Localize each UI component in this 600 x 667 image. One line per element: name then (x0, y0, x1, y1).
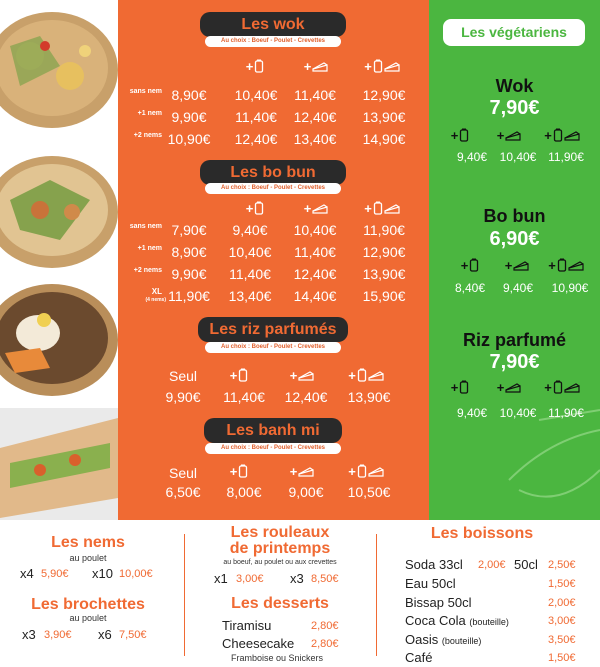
price: 14,40€ (293, 288, 337, 304)
riz-choice: Au choix : Boeuf - Poulet - Crevettes (205, 342, 341, 353)
cake-icon (505, 129, 521, 141)
row-label: XL (151, 287, 162, 296)
wok-option-icons (118, 56, 429, 76)
cake-icon (312, 202, 328, 214)
rouleaux-title (190, 525, 370, 557)
wok-row-2-nems (118, 128, 429, 150)
cake-icon (298, 465, 314, 477)
divider (376, 534, 377, 656)
food-photo-column (0, 0, 118, 520)
plus-drink-option: + (217, 461, 261, 481)
drink-price: 2,00€ (548, 597, 576, 609)
price: 8,90€ (171, 87, 207, 103)
wok-row-1-nem (118, 106, 429, 128)
drink-icon (553, 380, 563, 394)
plus-drink-option: + (445, 126, 475, 144)
veg-option-price: 8,40€ (454, 281, 486, 295)
nems-qty-1: x4 (20, 566, 34, 581)
drink-icon (373, 59, 383, 73)
drink-icon (469, 258, 479, 272)
price: 14,90€ (362, 131, 406, 147)
veg-option-price: 9,40€ (456, 406, 488, 420)
price: 10,40€ (293, 222, 337, 238)
drink-size: 50cl (514, 557, 538, 572)
veg-option-icons (429, 126, 600, 144)
plus-drink-option: + (455, 256, 485, 274)
plus-dessert-option: + (489, 378, 529, 396)
price: 11,40€ (223, 389, 265, 405)
row-label: +1 nem (137, 245, 162, 252)
price: 10,50€ (347, 484, 391, 500)
veg-item-price: 6,90€ (489, 228, 540, 250)
wok-photo (0, 6, 118, 128)
plus-dessert-option: + (497, 256, 537, 274)
cake-icon (564, 381, 580, 393)
drink-icon (254, 59, 264, 73)
price: 13,90€ (362, 266, 406, 282)
plus-drink-option: + (233, 56, 277, 76)
plus-drink-dessert-option: + (336, 365, 396, 385)
riz-banner: Les riz parfumés (198, 317, 348, 342)
veg-item-name: Riz parfumé (462, 330, 567, 350)
drink-name (405, 613, 509, 628)
plus-dessert-option: + (280, 461, 324, 481)
dessert-price: 2,80€ (311, 620, 339, 632)
drink-name (405, 595, 471, 610)
boissons-title: Les boissons (430, 525, 534, 542)
drink-price: 3,00€ (548, 615, 576, 627)
nems-price-1: 5,90€ (41, 568, 69, 580)
sides-and-drinks-section (0, 520, 600, 667)
price: 12,90€ (362, 244, 406, 260)
banh-mi-price-row (118, 481, 429, 503)
plus-dessert-option: + (489, 126, 529, 144)
row-label: sans nem (129, 223, 162, 230)
rouleaux-subtitle: au boeuf, au poulet ou aux crevettes (223, 559, 337, 566)
veg-item-price: 7,90€ (489, 97, 540, 119)
drink-extra: (bouteille) (469, 617, 509, 627)
plus-drink-option: + (445, 378, 475, 396)
row-label: sans nem (129, 88, 162, 95)
riz-price-row (118, 386, 429, 408)
drink-icon (373, 201, 383, 215)
brochettes-qty-1: x3 (22, 627, 36, 642)
price: 9,90€ (171, 109, 207, 125)
drink-price: 3,50€ (548, 634, 576, 646)
price: 10,40€ (228, 244, 272, 260)
price: 10,90€ (167, 131, 211, 147)
price: 11,40€ (294, 244, 336, 260)
plus-drink-option: + (233, 198, 277, 218)
riz-seul-label: Seul (168, 368, 198, 384)
row-label: +2 nems (133, 132, 162, 139)
plus-dessert-option: + (294, 198, 338, 218)
banh-mi-photo (0, 408, 118, 530)
drink-icon (238, 464, 248, 478)
banh-mi-seul-label: Seul (168, 465, 198, 481)
price: 12,90€ (362, 87, 406, 103)
plus-drink-option: + (217, 365, 261, 385)
cake-icon (368, 465, 384, 477)
cake-icon (384, 60, 400, 72)
nems-price-2: 10,00€ (119, 568, 153, 580)
vegetarian-tag: Les végétariens (443, 19, 585, 46)
price: 13,40€ (228, 288, 272, 304)
brochettes-title: Les brochettes (31, 596, 145, 613)
drink-price: 2,00€ (478, 559, 506, 571)
drink-name (405, 632, 481, 647)
veg-option-price: 11,90€ (548, 406, 584, 420)
price: 6,50€ (165, 484, 201, 500)
drink-label: Coca Cola (405, 613, 466, 628)
nems-title: Les nems (51, 534, 125, 551)
drink-icon (357, 368, 367, 382)
bo-bun-row-1-nem (118, 241, 429, 263)
price: 13,90€ (347, 389, 391, 405)
desserts-title: Les desserts (231, 595, 329, 612)
row-sublabel: (4 nems) (145, 297, 166, 303)
price: 11,90€ (168, 288, 210, 304)
price: 8,90€ (171, 244, 207, 260)
price: 11,90€ (363, 222, 405, 238)
plus-drink-dessert-option: + (537, 378, 587, 396)
bo-bun-choice: Au choix : Boeuf - Poulet - Crevettes (205, 183, 341, 194)
nems-subtitle: au poulet (69, 553, 107, 563)
drink-label: Café (405, 650, 433, 665)
plus-drink-dessert-option: + (336, 461, 396, 481)
drink-price: 2,50€ (548, 559, 576, 571)
veg-option-price: 9,40€ (502, 281, 534, 295)
riz-photo (0, 278, 118, 400)
price: 13,90€ (362, 109, 406, 125)
bo-bun-row-sans-nem (118, 219, 429, 241)
price: 8,00€ (226, 484, 262, 500)
cake-icon (312, 60, 328, 72)
drink-icon (254, 201, 264, 215)
veg-option-price: 10,40€ (499, 150, 537, 164)
plus-drink-dessert-option: + (541, 256, 591, 274)
bo-bun-row-xl (118, 285, 429, 307)
vegetarian-panel (429, 0, 600, 520)
wok-row-sans-nem (118, 84, 429, 106)
cake-icon (564, 129, 580, 141)
cake-icon (298, 369, 314, 381)
price: 15,90€ (362, 288, 406, 304)
price: 9,00€ (288, 484, 324, 500)
price: 13,40€ (293, 131, 337, 147)
price: 9,90€ (165, 389, 201, 405)
veg-option-price: 10,40€ (499, 406, 537, 420)
drink-icon (459, 128, 469, 142)
veg-item-price: 7,90€ (489, 351, 540, 373)
bo-bun-banner: Les bo bun (200, 160, 346, 185)
drink-price: 1,50€ (548, 652, 576, 664)
nems-qty-2: x10 (92, 566, 113, 581)
price: 12,40€ (293, 109, 337, 125)
cake-icon (384, 202, 400, 214)
brochettes-qty-2: x6 (98, 627, 112, 642)
divider (184, 534, 185, 656)
price: 10,40€ (234, 87, 278, 103)
veg-option-price: 9,40€ (456, 150, 488, 164)
drink-icon (238, 368, 248, 382)
drink-label: Oasis (405, 632, 439, 647)
drink-icon (357, 464, 367, 478)
bo-bun-row-2-nems (118, 263, 429, 285)
dessert-note: Framboise ou Snickers (230, 653, 324, 663)
drink-icon (557, 258, 567, 272)
veg-item-name: Bo bun (483, 206, 546, 226)
brochettes-price-1: 3,90€ (44, 629, 72, 641)
drink-icon (459, 380, 469, 394)
brochettes-subtitle: au poulet (69, 613, 107, 623)
brochettes-price-2: 7,50€ (119, 629, 147, 641)
price: 9,40€ (232, 222, 268, 238)
veg-option-price: 10,90€ (551, 281, 589, 295)
cake-icon (505, 381, 521, 393)
dessert-price: 2,80€ (311, 638, 339, 650)
price: 12,40€ (293, 266, 337, 282)
cake-icon (568, 259, 584, 271)
price: 9,90€ (171, 266, 207, 282)
bo-bun-photo (0, 150, 118, 272)
rouleaux-qty-1: x1 (214, 571, 228, 586)
banh-mi-banner: Les banh mi (204, 418, 342, 443)
price: 11,40€ (229, 266, 271, 282)
drink-name (405, 576, 456, 591)
veg-option-icons (429, 256, 600, 274)
dessert-name: Cheesecake (222, 636, 295, 651)
bo-bun-option-icons (118, 198, 429, 218)
price: 12,40€ (234, 131, 278, 147)
drink-icon (553, 128, 563, 142)
rouleaux-price-1: 3,00€ (236, 573, 264, 585)
rouleaux-price-2: 8,50€ (311, 573, 339, 585)
drink-name: Soda 33cl (405, 557, 463, 572)
rouleaux-qty-2: x3 (290, 571, 304, 586)
veg-option-price: 11,90€ (548, 150, 584, 164)
drink-label: Bissap 50cl (405, 595, 472, 610)
veg-item-name: Wok (495, 76, 534, 96)
plus-dessert-option: + (294, 56, 338, 76)
veg-option-icons (429, 378, 600, 396)
drink-name (405, 650, 432, 665)
price: 11,40€ (235, 109, 277, 125)
plus-drink-dessert-option: + (352, 198, 412, 218)
plus-dessert-option: + (280, 365, 324, 385)
price: 11,40€ (294, 87, 336, 103)
plus-drink-dessert-option: + (537, 126, 587, 144)
drink-extra: (bouteille) (441, 636, 482, 646)
wok-choice: Au choix : Boeuf - Poulet - Crevettes (205, 36, 341, 47)
row-label: +1 nem (137, 110, 162, 117)
cake-icon (368, 369, 384, 381)
drink-label: Eau 50cl (405, 576, 456, 591)
rouleaux-title-line1: Les rouleaux (230, 524, 330, 541)
rouleaux-title-line2: de printemps (229, 540, 331, 557)
plus-drink-dessert-option: + (352, 56, 412, 76)
cake-icon (513, 259, 529, 271)
row-label: +2 nems (133, 267, 162, 274)
price: 12,40€ (284, 389, 328, 405)
wok-banner: Les wok (200, 12, 346, 37)
drink-price: 1,50€ (548, 578, 576, 590)
price: 7,90€ (171, 222, 207, 238)
banh-mi-choice: Au choix : Boeuf - Poulet - Crevettes (205, 443, 341, 454)
dessert-name: Tiramisu (222, 618, 272, 633)
main-menu-panel (118, 0, 429, 520)
